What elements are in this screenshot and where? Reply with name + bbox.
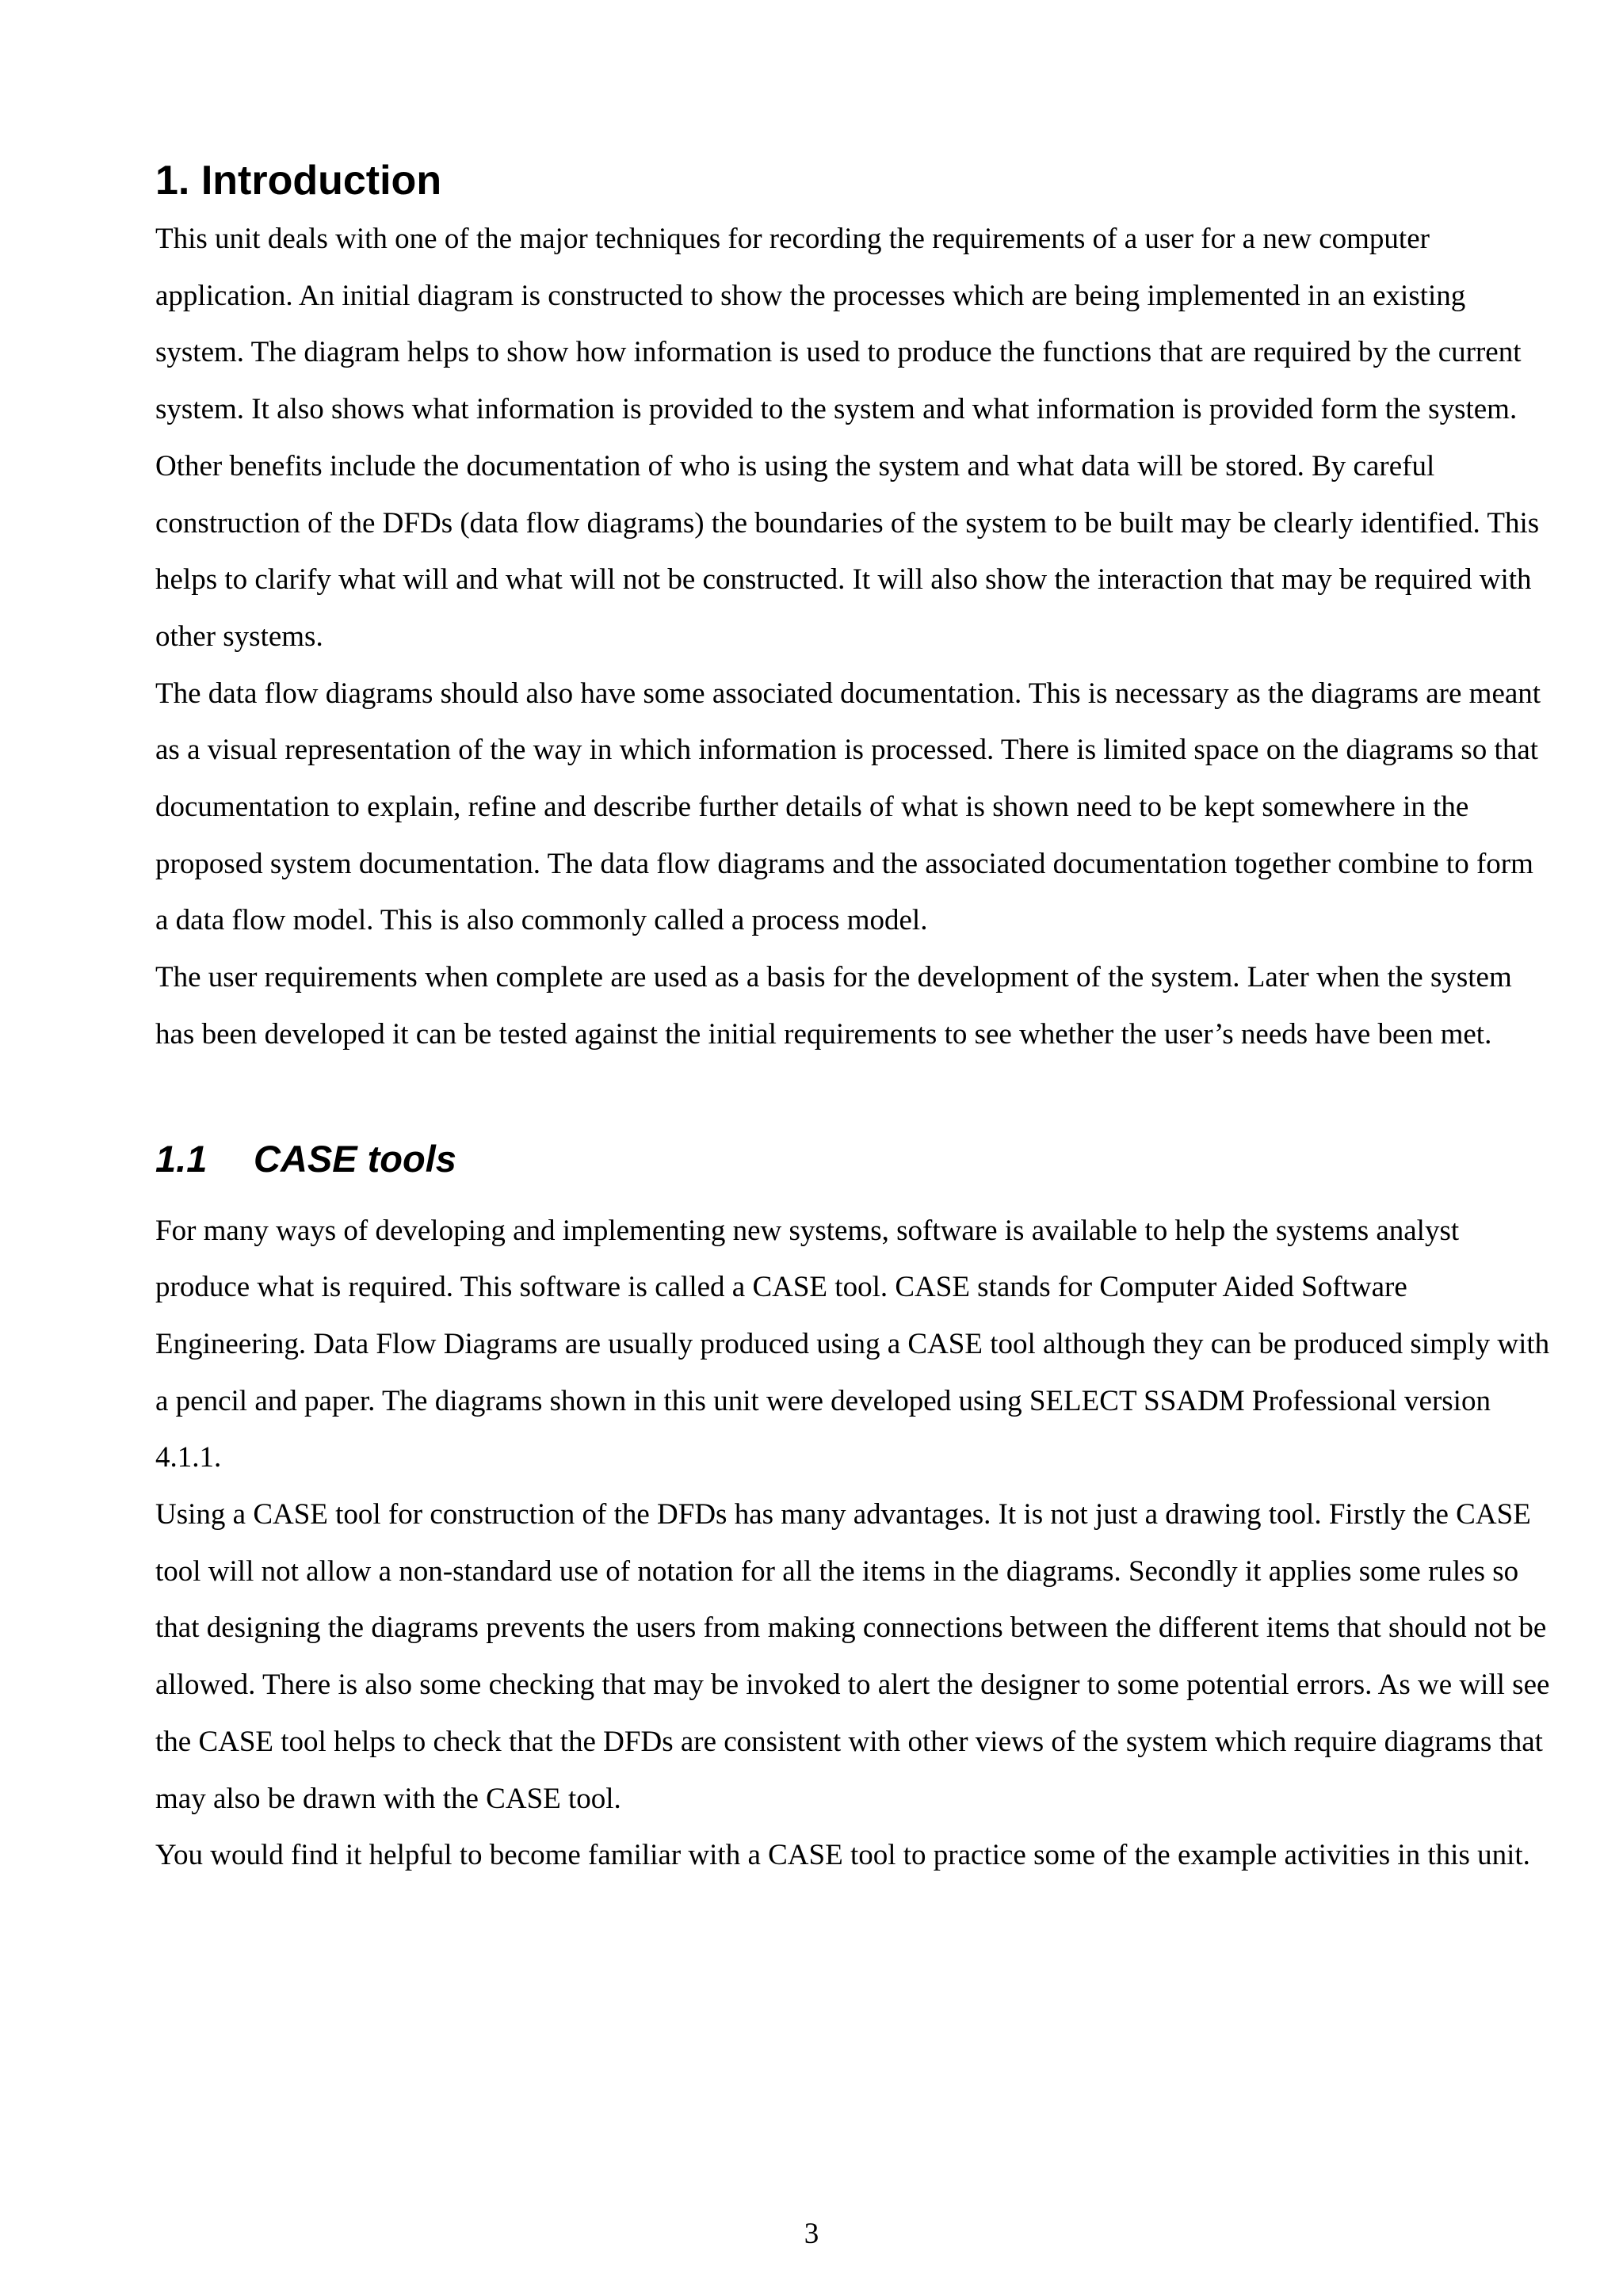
section-heading-introduction: 1. Introduction [155, 158, 442, 204]
subsection-number: 1.1 [155, 1137, 208, 1180]
intro-paragraph-1: This unit deals with one of the major techniques for recording the requirements of a user for a new computer application. An initial diagram is constructed to show the processes which are being implemented in an existing system. The diagram helps to show how information is used to produce the functions that are required by the current system. It also shows what information is provided to the system and what information is provided form the system. Other benefits include the documentation of who is using the system and what data will be stored. By careful construction of the DFDs (data flow diagrams) the boundaries of the system to be built may be clearly identified. This helps to clarify what will and what will not be constructed. It will also show the interaction that may be required with other systems. [155, 223, 1540, 653]
subsection-title: CASE tools [254, 1137, 456, 1180]
intro-paragraph-2: The data flow diagrams should also have some associated documentation. This is necessary as the diagrams are meant as a visual representation of the way in which information is processed. There is limited space on the diagrams so that documentation to explain, refine and describe further details of what is shown need to be kept somewhere in the proposed system documentation. The data flow diagrams and the associated documentation together combine to form a data flow model. This is also commonly called a process model. [155, 677, 1541, 937]
case-paragraph-2: Using a CASE tool for construction of the DFDs has many advantages. It is not just a drawing tool. Firstly the CASE tool will not allow a non-standard use of notation for all the items in the diagrams. Secondly it applies some rules so that designing the diagrams prevents the users from making connections between the different items that should not be allowed. There is also some checking that may be invoked to alert the designer to some potential errors. As we will see the CASE tool helps to check that the DFDs are consistent with other views of the system which require diagrams that may also be drawn with the CASE tool. [155, 1498, 1550, 1815]
case-paragraph-3: You would find it helpful to become familiar with a CASE tool to practice some of the example activities in this unit. [155, 1839, 1530, 1872]
heading-spacer [155, 1187, 1550, 1203]
case-paragraph-1: For many ways of developing and implementing new systems, software is available to help the systems analyst produce what is required. This software is called a CASE tool. CASE stands for Computer Aided Software Engineering. Data Flow Diagrams are usually produced using a CASE tool although they can be produced simply with a pencil and paper. The diagrams shown in this unit were developed using SELECT SSADM Professional version 4.1.1. [155, 1214, 1550, 1474]
subsection-heading-case-tools [155, 1131, 1550, 1187]
intro-paragraph-3: The user requirements when complete are used as a basis for the development of the system. Later when the system has been developed it can be tested against the initial requirements to see whether the user’s needs have been met. [155, 961, 1512, 1051]
document-page [155, 151, 1550, 1884]
page-number: 3 [804, 2218, 819, 2250]
section-spacer [155, 1063, 1550, 1131]
